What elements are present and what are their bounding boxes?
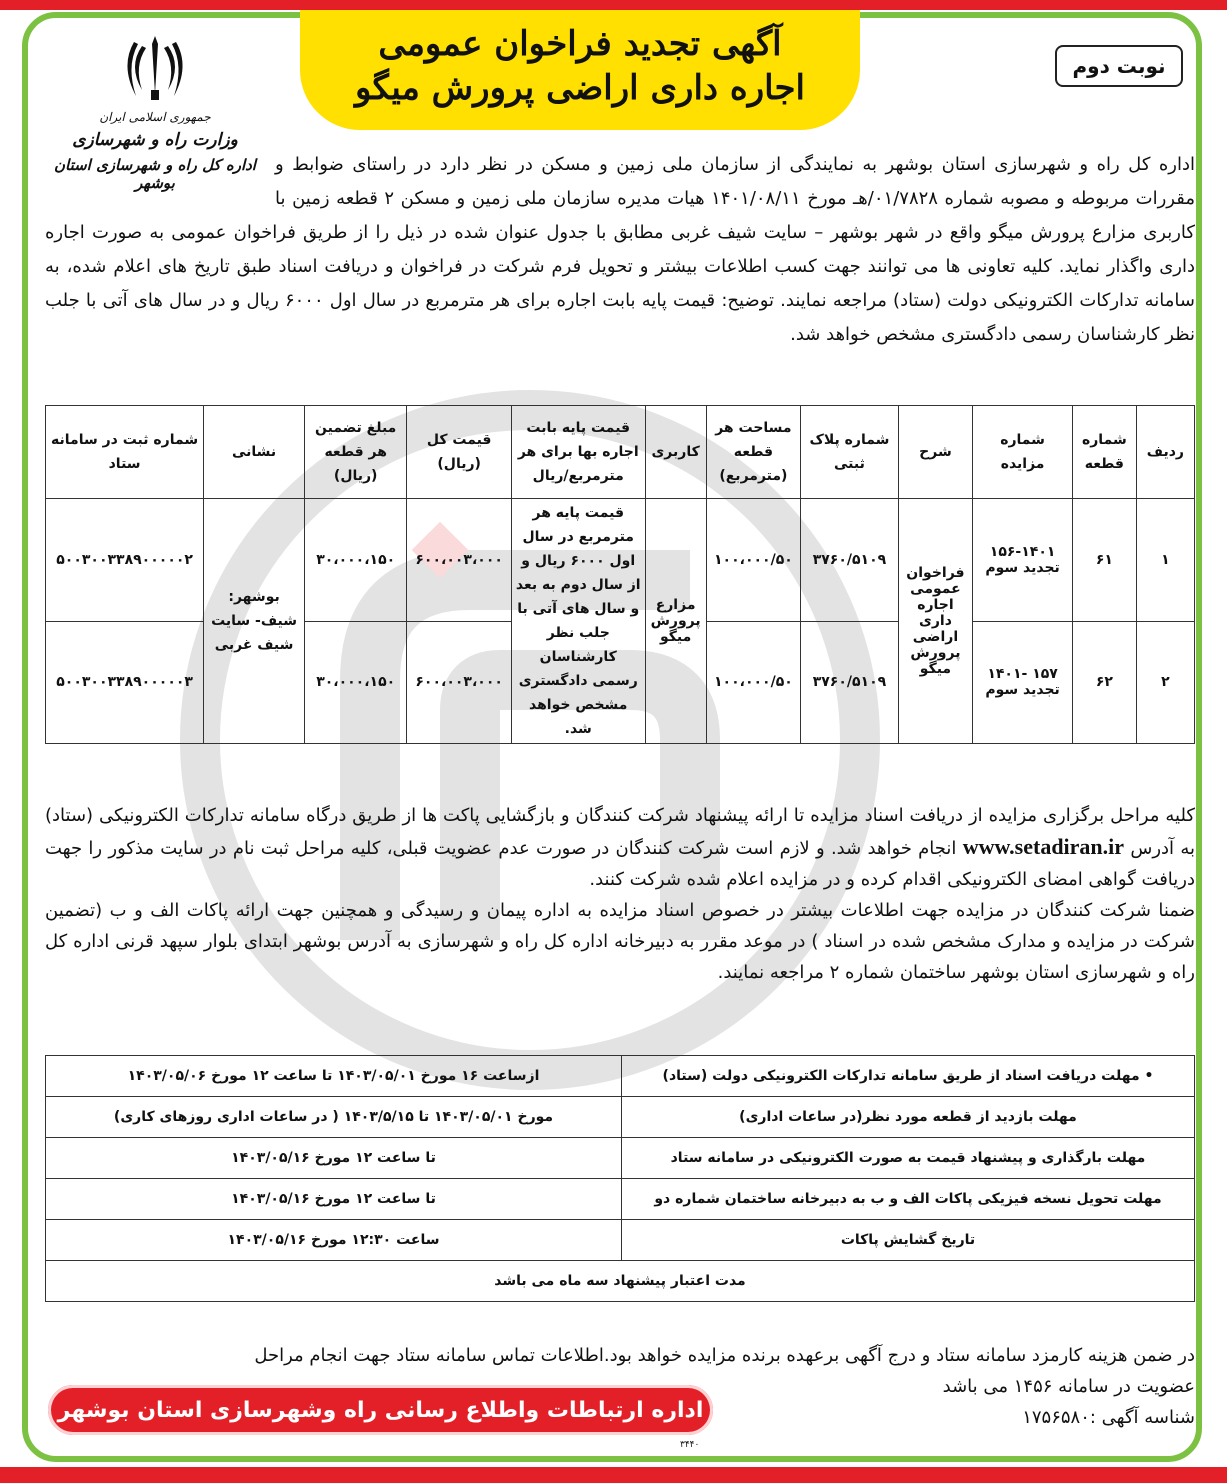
table-row [46, 499, 1195, 622]
schedule-row [46, 1179, 1195, 1220]
th-desc: شرح [898, 406, 973, 499]
cell-row: ۱ [1136, 499, 1194, 622]
cell-guarantee: ۳۰،۰۰۰،۱۵۰ [304, 621, 407, 744]
th-setad: شماره ثبت در سامانه ستاد [46, 406, 204, 499]
cell-guarantee: ۳۰،۰۰۰،۱۵۰ [304, 499, 407, 622]
cell-total: ۶۰۰،۰۰۳،۰۰۰ [407, 621, 511, 744]
intro-paragraph [45, 148, 1195, 352]
th-area: مساحت هر قطعه (مترمربع) [706, 406, 801, 499]
cell-desc-merged [898, 499, 973, 744]
cell-area: ۱۰۰،۰۰۰/۵۰ [706, 621, 801, 744]
th-plaque: شماره پلاک ثبتی [801, 406, 898, 499]
cell-parcel: ۶۱ [1072, 499, 1136, 622]
footer-line-1: در ضمن هزینه کارمزد سامانه ستاد و درج آگهی برعهده برنده مزایده خواهد بود.اطلاعات تماس سامانه ستاد جهت انجام مراحل [254, 1345, 1195, 1366]
emblem-country: جمهوری اسلامی ایران [99, 110, 211, 124]
cell-usage-merged: مزارع پرورش میگو [645, 499, 706, 744]
bottom-red-strip [0, 1467, 1227, 1483]
schedule-row [46, 1056, 1195, 1097]
th-usage: کاربری [645, 406, 706, 499]
th-guarantee: مبلغ تضمین هر قطعه (ریال) [304, 406, 407, 499]
cell-row: ۲ [1136, 621, 1194, 744]
th-auction: شماره مزایده [973, 406, 1073, 499]
p1-part-a: کلیه مراحل برگزاری مزایده از دریافت اسناد مزایده تا ارائه پیشنهاد شرکت کنندگان و بازگشایی پاکت ها از طریق درگاه سامانه تدارکات الکترونیکی (ستاد) به آدرس [45, 805, 1195, 859]
schedule-value: تا ساعت ۱۲ مورخ ۱۴۰۳/۰۵/۱۶ [46, 1138, 622, 1179]
schedule-value: مورخ ۱۴۰۳/۰۵/۰۱ تا ۱۴۰۳/۵/۱۵ ( در ساعات اداری روزهای کاری) [46, 1097, 622, 1138]
th-total: قیمت کل (ریال) [407, 406, 511, 499]
iran-emblem-icon [120, 32, 190, 104]
title-line-1: آگهی تجدید فراخوان عمومی [378, 24, 782, 64]
validity-note: مدت اعتبار پیشنهاد سه ماه می باشد [46, 1261, 1195, 1302]
procedure-paragraph-1 [45, 800, 1195, 895]
cell-base-price-merged: قیمت پایه هر مترمربع در سال اول ۶۰۰۰ ریال و از سال دوم به بعد و سال های آتی با جلب نظر کارشناسان رسمی دادگستری مشخص خواهد شد. [511, 499, 645, 744]
schedule-value: ازساعت ۱۶ مورخ ۱۴۰۳/۰۵/۰۱ تا ساعت ۱۲ مورخ ۱۴۰۳/۰۵/۰۶ [46, 1056, 622, 1097]
top-red-strip [0, 0, 1227, 10]
cell-setad: ۵۰۰۳۰۰۳۳۸۹۰۰۰۰۰۲ [46, 499, 204, 622]
cell-plaque: ۳۷۶۰/۵۱۰۹ [801, 621, 898, 744]
th-base-price: قیمت پایه بابت اجاره بها برای هر مترمربع/ریال [511, 406, 645, 499]
schedule-table [45, 1055, 1195, 1302]
footer-line-2: عضویت در سامانه ۱۴۵۶ می باشد [942, 1376, 1195, 1397]
procedure-paragraph-2: ضمنا شرکت کنندگان در مزایده جهت اطلاعات بیشتر در خصوص اسناد مزایده به اداره پیمان و رسیدگی و همچنین جهت ارائه پاکات الف و ب (تضمین شرکت در مزایده و مدارک مشخص شده در اسناد ) در موعد مقرر به دبیرخانه اداره کل راه و شهرسازی به آدرس بوشهر ابتدای بلوار سپهد قرنی اداره کل راه و شهرسازی استان بوشهر ساختمان شماره ۲ مراجعه نمایند. [45, 900, 1195, 983]
office-banner: اداره ارتباطات واطلاع رسانی راه وشهرسازی استان بوشهر [48, 1385, 713, 1435]
schedule-row [46, 1220, 1195, 1261]
table-header-row [46, 406, 1195, 499]
title-line-2: اجاره داری اراضی پرورش میگو [355, 68, 805, 108]
schedule-value: ساعت ۱۲:۳۰ مورخ ۱۴۰۳/۰۵/۱۶ [46, 1220, 622, 1261]
intro-text: اداره کل راه و شهرسازی استان بوشهر به نمایندگی از سازمان ملی زمین و مسکن در نظر دارد در راستای ضوابط و مقررات مربوطه و مصوبه شماره ۰۱/۷۸۲۸/هـ مورخ ۱۴۰۱/۰۸/۱۱ هیات مدیره سازمان ملی زمین و مسکن ۲ قطعه زمین با کاربری مزارع پرورش میگو واقع در شهر بوشهر – سایت شیف غربی مطابق با جدول عنوان شده در ذیل را از طریق فراخوان عمومی به صورت اجاره داری واگذار نماید. کلیه تعاونی ها می توانند جهت کسب اطلاعات بیشتر و تحویل فرم شرکت در فراخوان و دریافت اسناد طبق تاریخ های اعلام شده، به سامانه تدارکات الکترونیکی دولت (ستاد) مراجعه نمایند. توضیح: قیمت پایه بابت اجاره برای هر مترمربع در سال اول ۶۰۰۰ ریال و در سال های آتی با جلب نظر کارشناسان رسمی دادگستری مشخص خواهد شد. [45, 154, 1195, 345]
schedule-row [46, 1261, 1195, 1302]
cell-address-merged: بوشهر: شیف- سایت شیف غربی [204, 499, 305, 744]
procedure-paragraphs [45, 800, 1195, 988]
cell-area: ۱۰۰،۰۰۰/۵۰ [706, 499, 801, 622]
setad-url-link[interactable]: www.setadiran.ir [962, 834, 1125, 859]
schedule-label: • مهلت دریافت اسناد از طریق سامانه تدارکات الکترونیکی دولت (ستاد) [622, 1056, 1195, 1097]
emblem-ministry: وزارت راه و شهرسازی [72, 130, 238, 150]
title-banner [300, 10, 860, 130]
p1-part-b: انجام خواهد شد. و لازم است شرکت کنندگان در صورت عدم عضویت قبلی، کلیه مراحل ثبت نام در سایت مذکور را جهت دریافت گواهی امضای الکترونیکی اقدام کرده و در مزایده اعلام شده شرکت کنند. [45, 838, 1195, 890]
schedule-label: مهلت بارگذاری و پیشنهاد قیمت به صورت الکترونیکی در سامانه ستاد [622, 1138, 1195, 1179]
cell-plaque: ۳۷۶۰/۵۱۰۹ [801, 499, 898, 622]
th-row: ردیف [1136, 406, 1194, 499]
ad-id: شناسه آگهی :۱۷۵۶۵۸۰ [1022, 1407, 1195, 1428]
schedule-label: مهلت تحویل نسخه فیزیکی پاکات الف و ب به دبیرخانه ساختمان شماره دو [622, 1179, 1195, 1220]
schedule-row [46, 1138, 1195, 1179]
cell-total: ۶۰۰،۰۰۳،۰۰۰ [407, 499, 511, 622]
round-badge: نوبت دوم [1055, 45, 1183, 87]
cell-parcel: ۶۲ [1072, 621, 1136, 744]
cell-auction: ۱۵۷ -۱۴۰۱ تجدید سوم [973, 621, 1073, 744]
cell-setad: ۵۰۰۳۰۰۳۳۸۹۰۰۰۰۰۳ [46, 621, 204, 744]
page-number: ۳۴۴۰ [680, 1440, 700, 1450]
schedule-value: تا ساعت ۱۲ مورخ ۱۴۰۳/۰۵/۱۶ [46, 1179, 622, 1220]
th-address: نشانی [204, 406, 305, 499]
th-parcel: شماره قطعه [1072, 406, 1136, 499]
schedule-label: مهلت بازدید از قطعه مورد نظر(در ساعات اداری) [622, 1097, 1195, 1138]
schedule-row [46, 1097, 1195, 1138]
desc-text: فراخوان عمومی اجاره داری اراضی پرورش میگو [906, 565, 965, 677]
schedule-label: تاریخ گشایش پاکات [622, 1220, 1195, 1261]
parcels-table [45, 405, 1195, 744]
cell-auction: ۱۵۶-۱۴۰۱ تجدید سوم [973, 499, 1073, 622]
emblem-office: اداره کل راه و شهرسازی استان بوشهر [54, 156, 256, 192]
